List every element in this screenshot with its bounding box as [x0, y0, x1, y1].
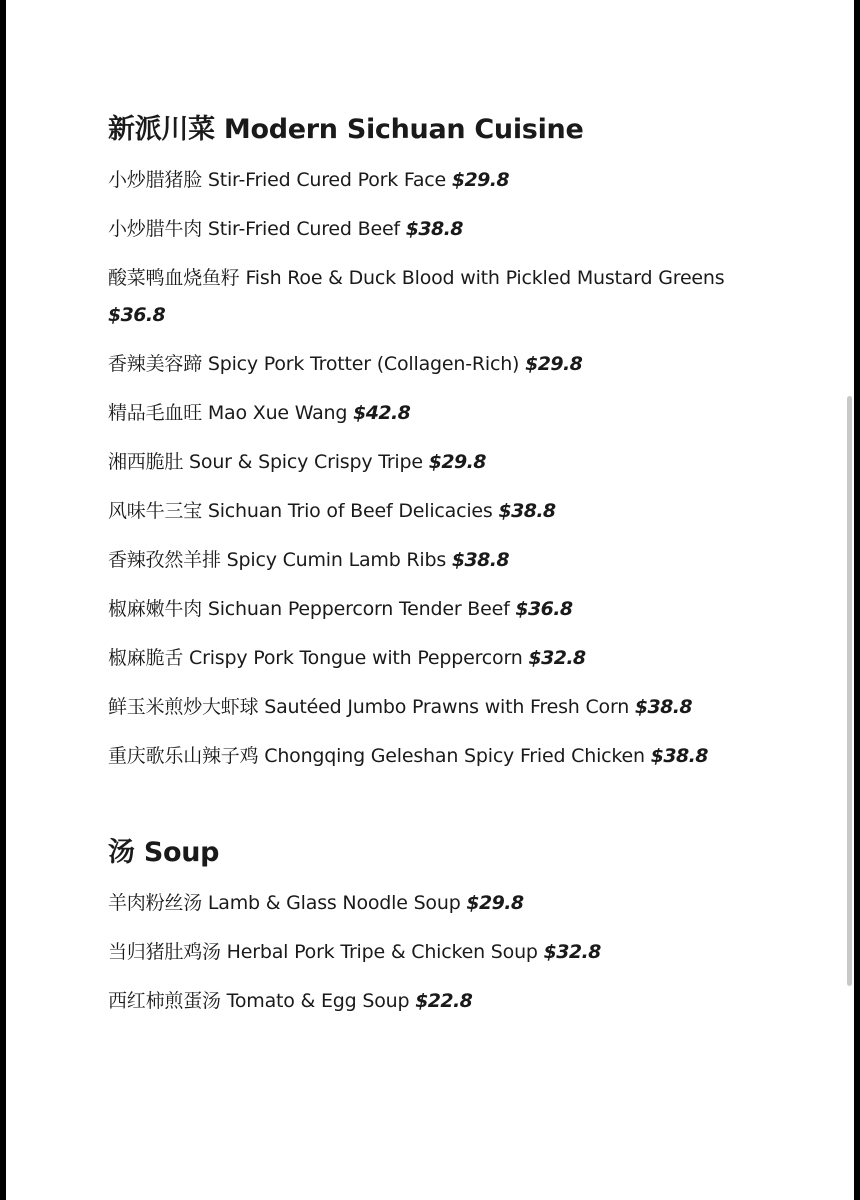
item-name-zh: 西红柿煎蛋汤: [108, 990, 221, 1012]
section-title-en: Modern Sichuan Cuisine: [223, 114, 584, 145]
item-name-en: Herbal Pork Tripe & Chicken Soup: [226, 941, 538, 963]
item-price: $38.8: [634, 696, 693, 718]
menu-item: [108, 542, 788, 579]
item-name-en: Tomato & Egg Soup: [226, 990, 410, 1012]
item-name-zh: 羊肉粉丝汤: [108, 892, 203, 914]
menu-item: [108, 260, 768, 334]
item-name-zh: 酸菜鸭血烧鱼籽: [108, 267, 240, 289]
item-price: $22.8: [415, 990, 473, 1012]
menu-item: [108, 885, 788, 922]
item-price: $36.8: [108, 304, 166, 326]
item-name-en: Crispy Pork Tongue with Peppercorn: [189, 647, 523, 669]
item-name-en: Lamb & Glass Noodle Soup: [207, 892, 461, 914]
menu-item: [108, 211, 788, 248]
section-title-zh: 新派川菜: [108, 114, 215, 145]
item-name-en: Fish Roe & Duck Blood with Pickled Mustard Greens: [245, 267, 725, 289]
menu-item: [108, 346, 788, 383]
section-title-soup: [108, 831, 788, 875]
section-title-modern-sichuan: [108, 108, 788, 152]
item-price: $32.8: [528, 647, 586, 669]
item-name-en: Spicy Pork Trotter (Collagen-Rich): [207, 353, 520, 375]
item-name-en: Chongqing Geleshan Spicy Fried Chicken: [264, 745, 645, 767]
section-spacer: [108, 787, 788, 831]
item-price: $38.8: [405, 218, 463, 240]
item-price: $29.8: [451, 169, 509, 191]
item-name-zh: 香辣孜然羊排: [108, 549, 221, 571]
item-name-en: Sichuan Peppercorn Tender Beef: [207, 598, 510, 620]
item-name-zh: 湘西脆肚: [108, 451, 184, 473]
item-price: $36.8: [515, 598, 573, 620]
item-price: $38.8: [498, 500, 556, 522]
menu-item: [108, 444, 788, 481]
item-name-zh: 鲜玉米煎炒大虾球: [108, 696, 259, 718]
item-price: $38.8: [451, 549, 509, 571]
item-name-zh: 精品毛血旺: [108, 402, 203, 424]
item-name-en: Sour & Spicy Crispy Tripe: [189, 451, 423, 473]
menu-item: [108, 983, 788, 1020]
item-name-en: Mao Xue Wang: [207, 402, 348, 424]
item-name-zh: 小炒腊牛肉: [108, 218, 203, 240]
item-price: $29.8: [525, 353, 583, 375]
section-title-en: Soup: [143, 837, 220, 868]
item-name-zh: 当归猪肚鸡汤: [108, 941, 221, 963]
section-title-zh: 汤: [108, 837, 135, 868]
menu-page: [6, 0, 854, 1200]
item-name-zh: 风味牛三宝: [108, 500, 203, 522]
menu-item: [108, 689, 788, 726]
item-name-en: Sautéed Jumbo Prawns with Fresh Corn: [264, 696, 630, 718]
item-name-en: Spicy Cumin Lamb Ribs: [226, 549, 447, 571]
item-name-zh: 椒麻嫩牛肉: [108, 598, 203, 620]
item-name-en: Stir-Fried Cured Pork Face: [207, 169, 447, 191]
menu-item: [108, 493, 788, 530]
menu-item: [108, 162, 788, 199]
menu-item: [108, 738, 788, 775]
menu-content: [108, 108, 788, 1032]
item-name-zh: 香辣美容蹄: [108, 353, 203, 375]
item-name-zh: 重庆歌乐山辣子鸡: [108, 745, 259, 767]
item-name-zh: 椒麻脆舌: [108, 647, 184, 669]
item-price: $42.8: [353, 402, 411, 424]
item-price: $38.8: [650, 745, 708, 767]
item-name-en: Sichuan Trio of Beef Delicacies: [207, 500, 493, 522]
item-price: $32.8: [543, 941, 601, 963]
menu-item: [108, 395, 788, 432]
item-price: $29.8: [466, 892, 524, 914]
scrollbar[interactable]: [847, 396, 852, 986]
menu-item: [108, 591, 788, 628]
item-name-zh: 小炒腊猪脸: [108, 169, 203, 191]
item-price: $29.8: [428, 451, 486, 473]
menu-item: [108, 640, 788, 677]
item-name-en: Stir-Fried Cured Beef: [207, 218, 400, 240]
menu-item: [108, 934, 788, 971]
